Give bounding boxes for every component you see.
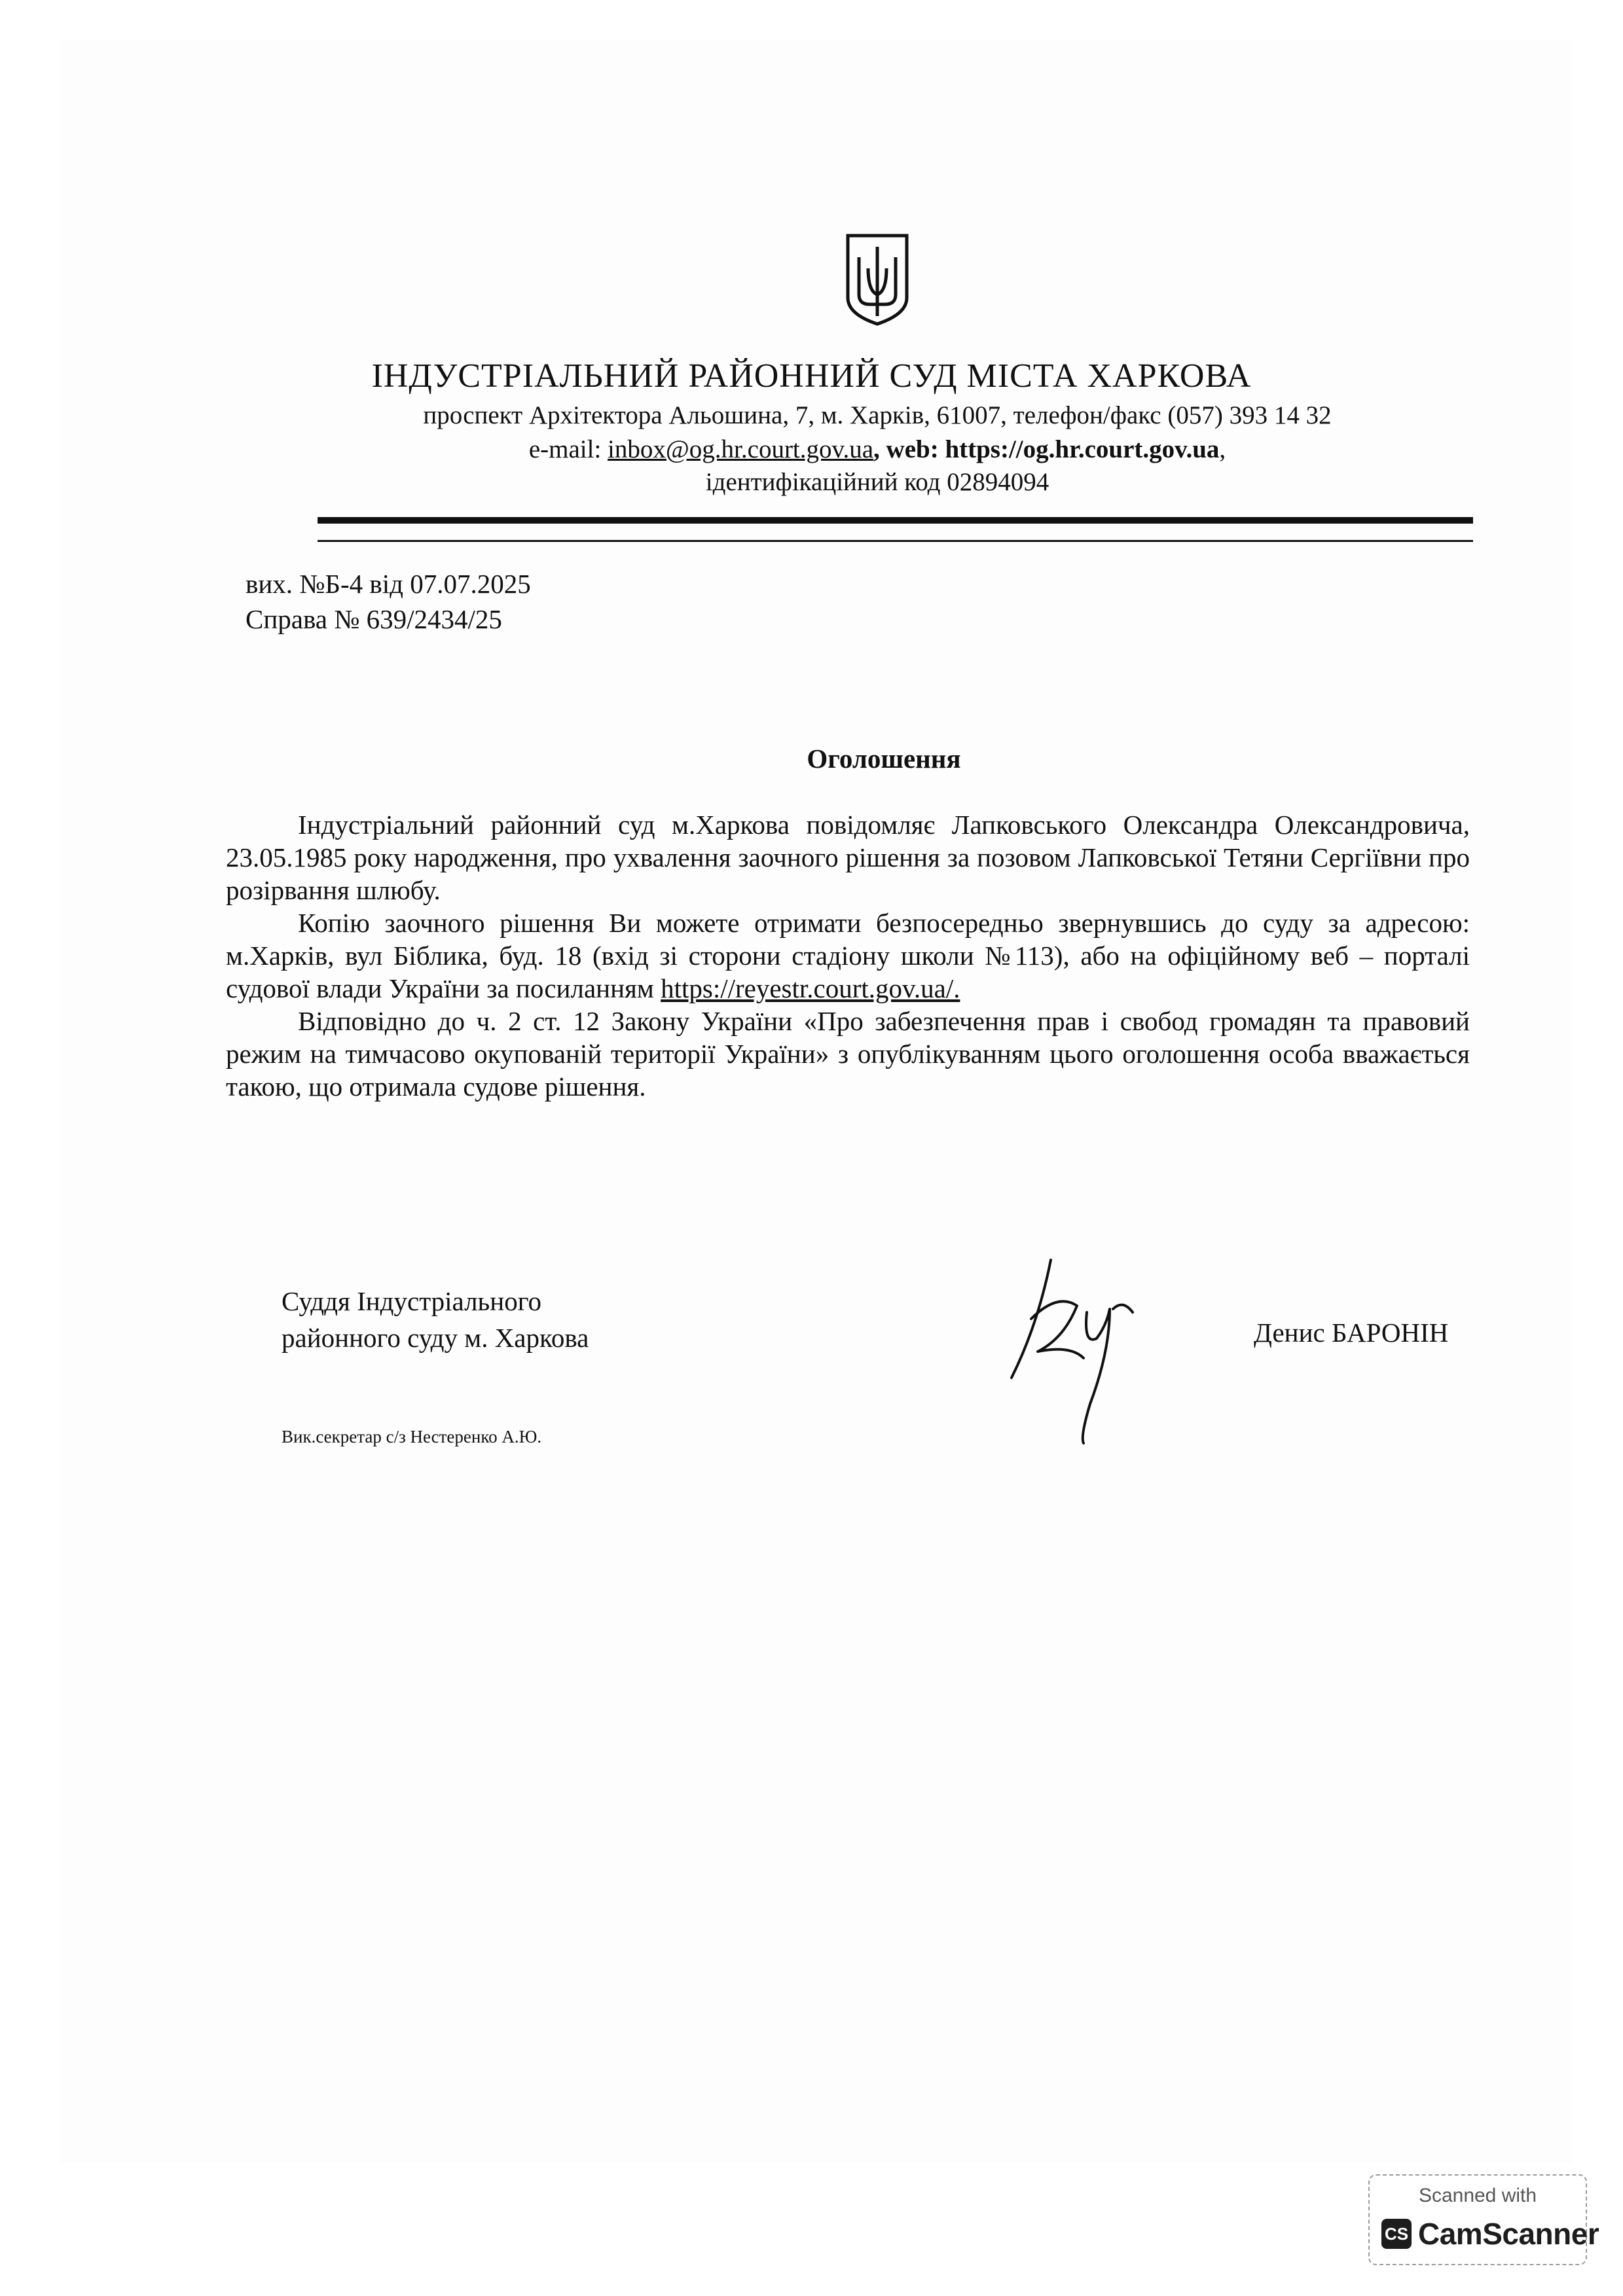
judge-name: Денис БАРОНІН — [1254, 1318, 1449, 1348]
paragraph-1: Індустріальний районний суд м.Харкова повідомляє Лапковського Олександра Олександровича, 23.05.1985 року народження, про ухвалення заочного рішення за позовом Лапковської Тетяни Сергіївни про розірвання шлюбу. — [226, 810, 1470, 905]
id-code: ідентифікаційний код 02894094 — [705, 468, 1049, 496]
outgoing-number: вих. №Б-4 від 07.07.2025 — [246, 569, 531, 599]
paragraph-3: Відповідно до ч. 2 ст. 12 Закону України «Про забезпечення прав і свобод громадян та правовий режим на тимчасово окупованій території України» з опублікуванням цього оголошення особа вважається такою, що отримала судове рішення. — [226, 1006, 1470, 1102]
announcement-body — [226, 808, 1470, 1103]
badge-caption: Scanned with — [1418, 2185, 1537, 2206]
header-divider-thick — [318, 517, 1473, 524]
court-address: проспект Архітектора Альошина, 7, м. Харків, 61007, телефон/факс (057) 393 14 32 — [423, 401, 1332, 429]
document-title: Оголошення — [807, 744, 961, 774]
coat-of-arms-icon — [845, 232, 910, 327]
web-label: , web: — [873, 435, 945, 463]
header-divider-thin — [318, 540, 1473, 542]
judge-title — [282, 1283, 589, 1356]
secretary-note: Вик.секретар с/з Нестеренко А.Ю. — [282, 1427, 542, 1446]
email-label: e-mail: — [528, 435, 608, 463]
handwritten-signature-icon — [998, 1247, 1149, 1450]
badge-brand-row — [1381, 2216, 1599, 2251]
badge-brand: CamScanner — [1418, 2217, 1599, 2251]
judge-title-line-1: Суддя Індустріального — [282, 1286, 541, 1316]
email-link[interactable]: inbox@og.hr.court.gov.ua — [608, 435, 874, 463]
judge-title-line-2: районного суду м. Харкова — [282, 1323, 589, 1353]
camscanner-logo-icon: CS — [1381, 2219, 1412, 2249]
case-number: Справа № 639/2434/25 — [246, 604, 502, 634]
court-contacts — [380, 435, 1375, 464]
camscanner-badge — [1368, 2174, 1599, 2265]
web-suffix: , — [1219, 435, 1226, 463]
registry-link[interactable]: https://reyestr.court.gov.ua/. — [661, 973, 960, 1003]
web-link[interactable]: https://og.hr.court.gov.ua — [945, 435, 1220, 463]
court-name: ІНДУСТРІАЛЬНИЙ РАЙОННИЙ СУД МІСТА ХАРКОВА — [371, 357, 1252, 395]
paragraph-2 — [226, 906, 1470, 1005]
paragraph-2-text: Копію заочного рішення Ви можете отримати безпосередньо звернувшись до суду за адресою: м.Харків, вул Біблика, буд. 18 (вхід зі сторони стадіону школи №113), або на офіційному веб – порталі судової влади України за посиланням — [226, 908, 1470, 1003]
